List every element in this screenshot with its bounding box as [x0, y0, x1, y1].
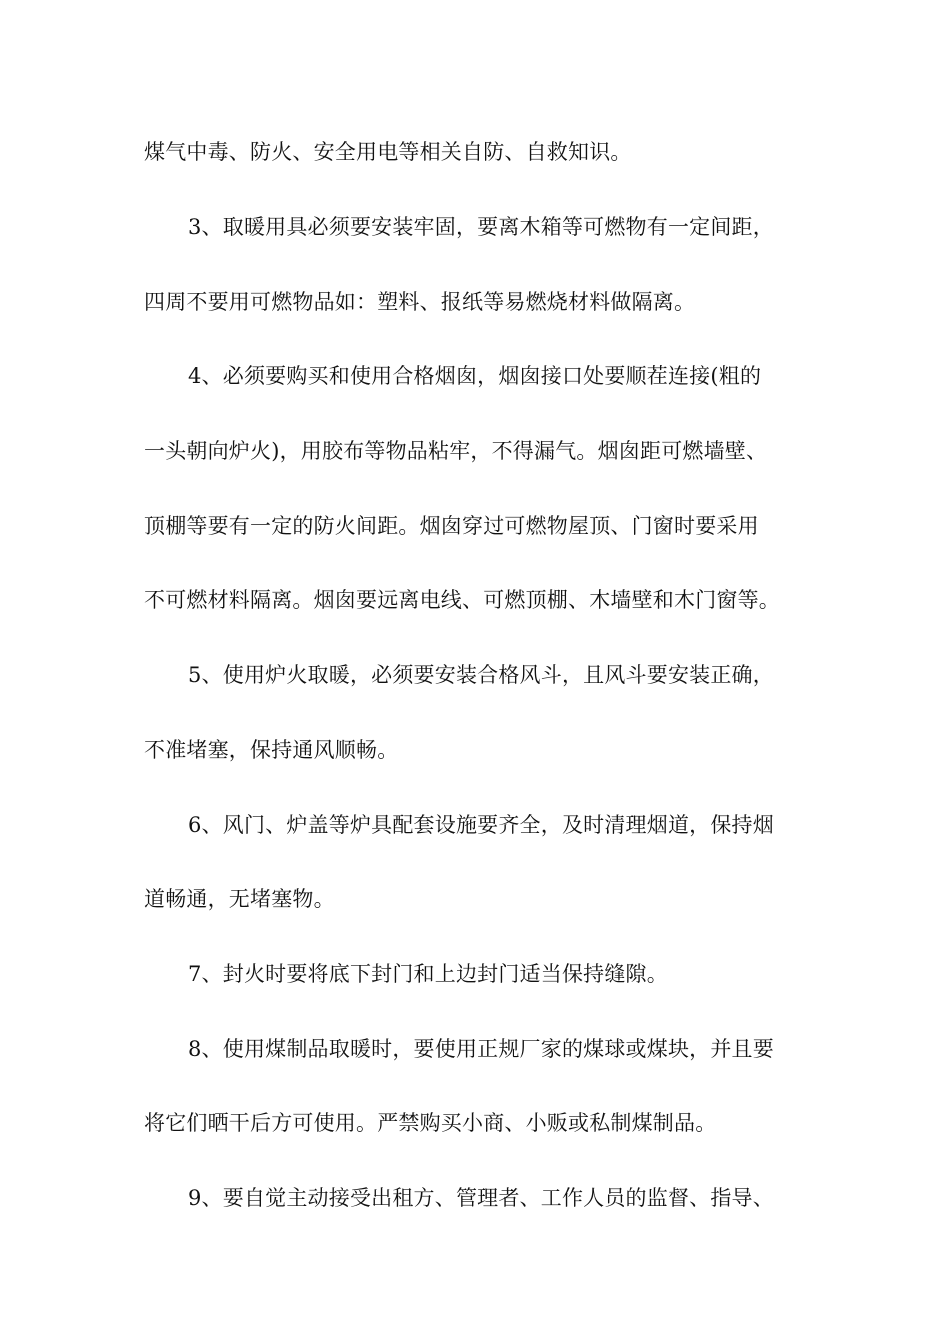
- paragraph-line: 将它们晒干后方可使用。严禁购买小商、小贩或私制煤制品。: [144, 1111, 717, 1135]
- paragraph-line: 8、使用煤制品取暖时，要使用正规厂家的煤球或煤块，并且要: [188, 1037, 774, 1061]
- paragraph-line: 不准堵塞，保持通风顺畅。: [144, 738, 399, 762]
- paragraph-line: 6、风门、炉盖等炉具配套设施要齐全，及时清理烟道，保持烟: [188, 813, 774, 837]
- paragraph-line: 一头朝向炉火)，用胶布等物品粘牢，不得漏气。烟囱距可燃墙壁、: [144, 439, 768, 463]
- paragraph-line: 3、取暖用具必须要安装牢固，要离木箱等可燃物有一定间距，: [188, 215, 774, 239]
- paragraph-line: 5、使用炉火取暖，必须要安装合格风斗，且风斗要安装正确，: [188, 663, 774, 687]
- paragraph-line: 四周不要用可燃物品如：塑料、报纸等易燃烧材料做隔离。: [144, 290, 696, 314]
- paragraph-line: 顶棚等要有一定的防火间距。烟囱穿过可燃物屋顶、门窗时要采用: [144, 514, 759, 538]
- paragraph-line: 4、必须要购买和使用合格烟囱，烟囱接口处要顺茬连接(粗的: [188, 364, 762, 388]
- paragraph-line: 煤气中毒、防火、安全用电等相关自防、自救知识。: [144, 140, 632, 164]
- paragraph-line: 道畅通，无堵塞物。: [144, 887, 335, 911]
- paragraph-line: 9、要自觉主动接受出租方、管理者、工作人员的监督、指导、: [188, 1186, 774, 1210]
- paragraph-line: 7、封火时要将底下封门和上边封门适当保持缝隙。: [188, 962, 668, 986]
- paragraph-line: 不可燃材料隔离。烟囱要远离电线、可燃顶棚、木墙壁和木门窗等。: [144, 588, 780, 612]
